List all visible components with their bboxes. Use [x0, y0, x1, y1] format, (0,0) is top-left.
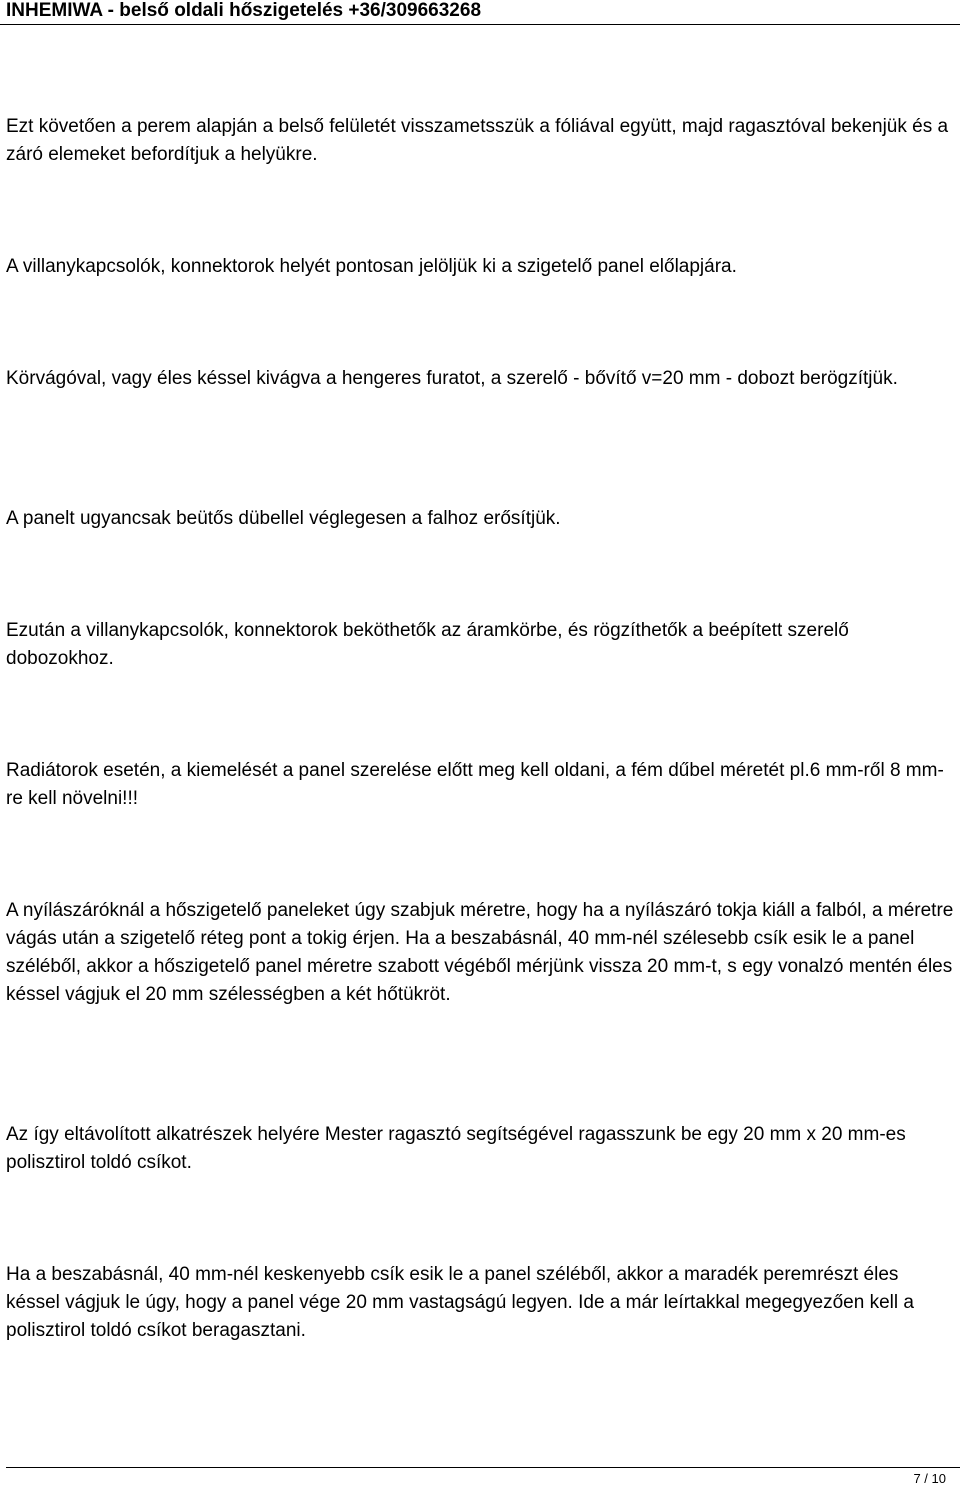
paragraph-4: A panelt ugyancsak beütős dübellel véglegesen a falhoz erősítjük. — [6, 508, 561, 529]
footer-divider — [6, 1467, 960, 1468]
paragraph-3: Körvágóval, vagy éles késsel kivágva a hengeres furatot, a szerelő - bővítő v=20 mm - dobozt berögzítjük. — [6, 368, 898, 389]
paragraph-8: Az így eltávolított alkatrészek helyére Mester ragasztó segítségével ragasszunk be egy 20 mm x 20 mm-es polisztirol toldó csíkot. — [6, 1124, 906, 1173]
header-divider — [0, 24, 960, 25]
paragraph-1: Ezt követően a perem alapján a belső felületét visszametsszük a fóliával együtt, majd ragasztóval bekenjük és a záró elemeket befordítjuk a helyükre. — [6, 116, 949, 165]
document-title: INHEMIWA - belső oldali hőszigetelés +36/309663268 — [6, 0, 482, 21]
paragraph-2: A villanykapcsolók, konnektorok helyét pontosan jelöljük ki a szigetelő panel előlapjára. — [6, 256, 737, 277]
page-number: 7 / 10 — [913, 1471, 946, 1486]
paragraph-9: Ha a beszabásnál, 40 mm-nél keskenyebb csík esik le a panel széléből, akkor a maradék peremrészt éles késsel vágjuk le úgy, hogy a panel vége 20 mm vastagságú legyen. Ide a már leírtakkal megegyezően kell a polisztirol toldó csíkot beragasztani. — [6, 1264, 914, 1341]
paragraph-7: A nyílászáróknál a hőszigetelő paneleket úgy szabjuk méretre, hogy ha a nyílászáró tokja kiáll a falból, a méretre vágás után a szigetelő réteg pont a tokig érjen. Ha a beszabásnál, 40 mm-nél szélesebb csík esik le a panel széléből, akkor a hőszigetelő panel méretre szabott végéből mérjünk vissza 20 mm-t, s egy vonalzó mentén éles késsel vágjuk el 20 mm szélességben a két hőtükröt. — [6, 900, 954, 1005]
page-header — [0, 0, 960, 28]
paragraph-6: Radiátorok esetén, a kiemelését a panel szerelése előtt meg kell oldani, a fém dűbel méretét pl.6 mm-ről 8 mm-re kell növelni!!! — [6, 760, 944, 809]
paragraph-5: Ezután a villanykapcsolók, konnektorok beköthetők az áramkörbe, és rögzíthetők a beépített szerelő dobozokhoz. — [6, 620, 849, 669]
